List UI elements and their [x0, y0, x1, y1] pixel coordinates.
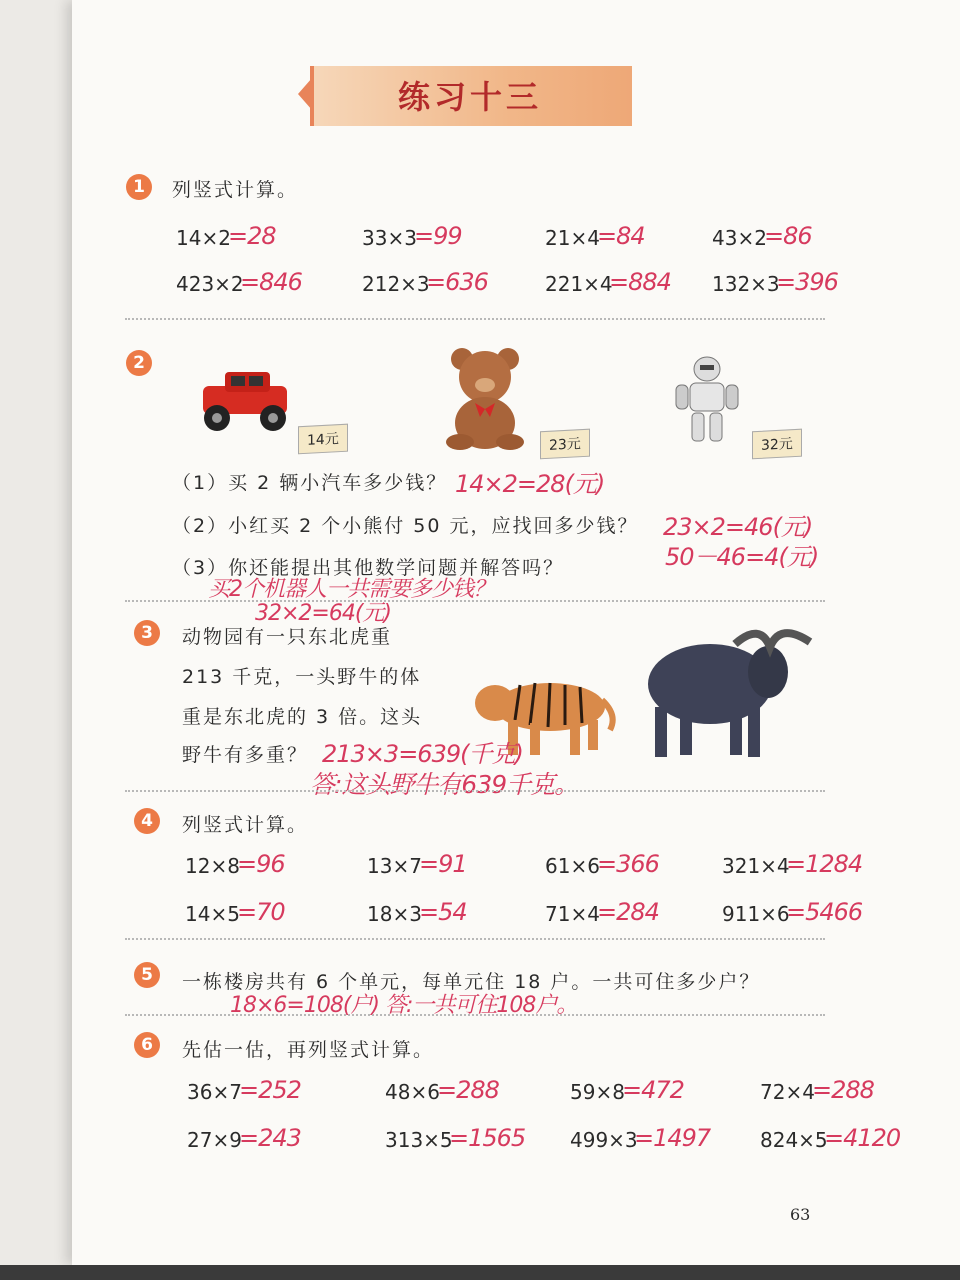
- question-number-6: 6: [134, 1032, 160, 1058]
- divider: [125, 318, 825, 320]
- exercise-answer: =84: [597, 222, 645, 250]
- question-number-2: 2: [126, 350, 152, 376]
- teddy-bear-image: [440, 345, 530, 450]
- exercise-answer: =86: [764, 222, 812, 250]
- q1-prompt: 列竖式计算。: [172, 179, 299, 201]
- q2-sub2: （2）小红买 2 个小熊付 50 元，应找回多少钱？: [172, 515, 639, 537]
- exercise-answer: =636: [426, 268, 488, 296]
- exercise-answer: =4120: [824, 1124, 901, 1152]
- q3-answer-equation: 213×3=639(千克): [322, 740, 523, 768]
- exercise-expression: 14×2: [176, 226, 231, 250]
- exercise-answer: =252: [239, 1076, 301, 1104]
- q6-prompt: 先估一估，再列竖式计算。: [182, 1039, 435, 1061]
- toy-car-image: [195, 368, 295, 438]
- q3-line1: 动物园有一只东北虎重: [182, 626, 393, 648]
- exercise-answer: =54: [419, 898, 467, 926]
- exercise-expression: 61×6: [545, 854, 600, 878]
- q2-answer3b: 32×2=64(元): [255, 601, 392, 626]
- q2-sub1: （1）买 2 辆小汽车多少钱？: [172, 472, 448, 494]
- question-number-1: 1: [126, 174, 152, 200]
- exercise-expression: 27×9: [187, 1128, 242, 1152]
- exercise-answer: =5466: [786, 898, 863, 926]
- q2-answer1: 14×2=28(元): [455, 470, 605, 498]
- exercise-answer: =884: [609, 268, 671, 296]
- divider: [125, 790, 825, 792]
- price-tag-bear: 23元: [540, 429, 590, 460]
- exercise-expression: 911×6: [722, 902, 790, 926]
- q4-prompt: 列竖式计算。: [182, 814, 309, 836]
- question-number-3: 3: [134, 620, 160, 646]
- exercise-answer: =288: [437, 1076, 499, 1104]
- q3-line4: 野牛有多重？: [182, 744, 309, 766]
- q3-line3: 重是东北虎的 3 倍。这头: [182, 706, 423, 728]
- exercise-answer: =1284: [786, 850, 863, 878]
- exercise-expression: 132×3: [712, 272, 780, 296]
- question-number-4: 4: [134, 808, 160, 834]
- exercise-expression: 43×2: [712, 226, 767, 250]
- exercise-expression: 13×7: [367, 854, 422, 878]
- q2-answer2b: 50－46=4(元): [665, 543, 819, 571]
- q3-line2: 213 千克，一头野牛的体: [182, 666, 422, 688]
- page-title: 练习十三: [398, 78, 543, 116]
- q5-prompt: 一栋楼房共有 6 个单元，每单元住 18 户。一共可住多少户？: [182, 971, 761, 993]
- exercise-answer: =1497: [634, 1124, 711, 1152]
- exercise-answer: =846: [240, 268, 302, 296]
- price-tag-robot: 32元: [752, 429, 802, 460]
- divider: [125, 600, 825, 602]
- exercise-answer: =1565: [449, 1124, 526, 1152]
- exercise-answer: =28: [228, 222, 276, 250]
- exercise-expression: 48×6: [385, 1080, 440, 1104]
- q3-answer-sentence: 答:这头野牛有639千克。: [310, 770, 579, 799]
- q2-sub3: （3）你还能提出其他数学问题并解答吗？: [172, 557, 565, 579]
- q2-answer3a: 买2个机器人一共需要多少钱？: [208, 577, 494, 602]
- exercise-answer: =284: [597, 898, 659, 926]
- q5-answer: 18×6=108(户) 答:一共可住108户。: [230, 993, 578, 1018]
- exercise-expression: 499×3: [570, 1128, 638, 1152]
- exercise-expression: 313×5: [385, 1128, 453, 1152]
- exercise-expression: 824×5: [760, 1128, 828, 1152]
- exercise-answer: =288: [812, 1076, 874, 1104]
- exercise-answer: =472: [622, 1076, 684, 1104]
- exercise-expression: 18×3: [367, 902, 422, 926]
- exercise-expression: 221×4: [545, 272, 613, 296]
- exercise-expression: 72×4: [760, 1080, 815, 1104]
- exercise-expression: 12×8: [185, 854, 240, 878]
- page-number: 63: [790, 1205, 811, 1224]
- exercise-answer: =243: [239, 1124, 301, 1152]
- exercise-answer: =99: [414, 222, 462, 250]
- exercise-expression: 36×7: [187, 1080, 242, 1104]
- buffalo-image: [640, 622, 815, 762]
- exercise-expression: 14×5: [185, 902, 240, 926]
- page-edge: [0, 1265, 960, 1280]
- exercise-expression: 71×4: [545, 902, 600, 926]
- robot-image: [672, 355, 742, 445]
- exercise-answer: =396: [776, 268, 838, 296]
- exercise-answer: =366: [597, 850, 659, 878]
- exercise-expression: 33×3: [362, 226, 417, 250]
- exercise-expression: 423×2: [176, 272, 244, 296]
- divider: [125, 938, 825, 940]
- question-number-5: 5: [134, 962, 160, 988]
- divider: [125, 1014, 825, 1016]
- price-tag-car: 14元: [298, 424, 348, 455]
- exercise-answer: =70: [237, 898, 285, 926]
- exercise-expression: 212×3: [362, 272, 430, 296]
- q2-answer2a: 23×2=46(元): [663, 513, 813, 541]
- exercise-expression: 59×8: [570, 1080, 625, 1104]
- exercise-answer: =91: [419, 850, 467, 878]
- exercise-answer: =96: [237, 850, 285, 878]
- exercise-expression: 21×4: [545, 226, 600, 250]
- exercise-expression: 321×4: [722, 854, 790, 878]
